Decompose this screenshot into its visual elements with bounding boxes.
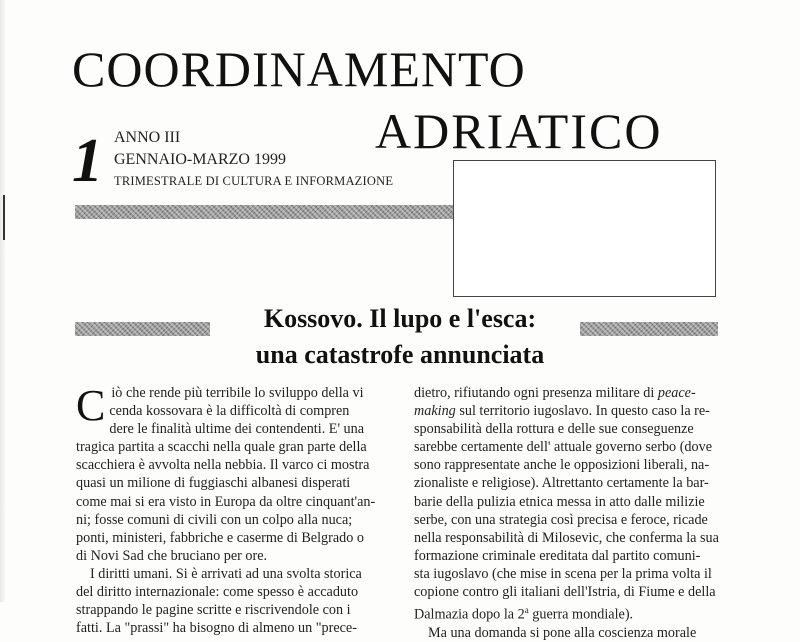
headline-rule-left <box>75 322 210 336</box>
left-line-13: strappando le pagine scritte e riscrivendole con i <box>76 602 351 619</box>
right-line-2: making sul territorio iugoslavo. In questo caso la re- <box>414 403 710 420</box>
headline-line1: Kossovo. Il lupo e l'esca: <box>263 304 537 333</box>
page-edge <box>0 0 6 602</box>
left-line-7: come mai si era visto in Europa da oltre cinquant'an- <box>76 493 376 510</box>
issue-number: 1 <box>72 127 103 195</box>
right-line-6: zionaliste e religiose). Altrettanto certamente la bar- <box>414 475 709 492</box>
left-line-3: dere le finalità ultime dei contendenti. E' una <box>109 421 365 438</box>
drop-cap: C <box>76 381 106 430</box>
issue-year: ANNO III <box>114 129 181 146</box>
right-line-10: formazione criminale ereditata dal partito comuni- <box>414 547 701 564</box>
left-line-11: I diritti umani. Si è arrivati ad una svolta storica <box>90 565 362 582</box>
left-line-12: del diritto internazionale: come spesso è accaduto <box>76 584 359 601</box>
left-line-9: ponti, ministeri, fabbriche e caserme di Belgrado o <box>76 529 364 546</box>
left-line-4: tragica partita a scacchi nella quale gran parte della <box>76 439 367 456</box>
right-line-7: barie della pulizia etnica messa in atto dalle milizie <box>414 493 705 510</box>
masthead-title-line1: COORDINAMENTO <box>72 41 526 97</box>
right-line-12: copione contro gli italiani dell'Istria, di Fiume e della <box>414 584 716 601</box>
left-line-14: fatti. La "prassi" ha bisogno di almeno un "prece- <box>76 620 357 637</box>
left-line-6: quasi un milione di fuggiaschi albanesi disperati <box>76 475 351 492</box>
left-line-10: di Novi Sad che bruciano per ore. <box>76 547 268 564</box>
masthead-rule <box>75 205 453 219</box>
headline-rule-right <box>580 322 718 336</box>
right-line-5: sono rappresentate anche le opposizioni liberali, na- <box>414 457 710 474</box>
right-line-13: Dalmazia dopo la 2$^a$ guerra mondiale). <box>414 605 634 623</box>
issue-period: GENNAIO-MARZO 1999 <box>114 151 286 168</box>
masthead-title-line2: ADRIATICO <box>375 103 663 159</box>
right-line-9: nella responsabilità di Milosevic, che conferma la sua <box>414 529 719 546</box>
scan-mark <box>3 195 5 240</box>
left-line-1: iò che rende più terribile lo sviluppo della vi <box>111 385 364 401</box>
left-line-8: ni; fosse comuni di civili con un colpo alla nuca; <box>76 511 353 528</box>
article-left-column <box>76 381 386 637</box>
left-line-2: cenda kossovara è la difficoltà di compren <box>109 403 350 420</box>
photo-placeholder <box>453 160 716 297</box>
left-line-5: scacchiera è avvolta nella nebbia. Il varco ci mostra <box>76 457 370 474</box>
article-right-column <box>414 384 724 642</box>
right-line-11: sta iugoslavo (che mise in scena per la prima volta il <box>414 565 712 582</box>
right-line-4: sarebbe certamente dell' attuale governo serbo (dove <box>414 439 712 456</box>
right-line-14: Ma una domanda si pone alla coscienza morale <box>428 624 697 641</box>
right-line-1: dietro, rifiutando ogni presenza militare di peace- <box>414 385 696 401</box>
headline-line2: una catastrofe annunciata <box>255 340 545 369</box>
right-line-8: serbe, con una strategia così precisa e feroce, ricade <box>414 511 708 528</box>
right-line-3: sponsabilità della rottura e delle sue conseguenze <box>414 421 694 438</box>
issue-subtitle: TRIMESTRALE DI CULTURA E INFORMAZIONE <box>114 174 394 188</box>
